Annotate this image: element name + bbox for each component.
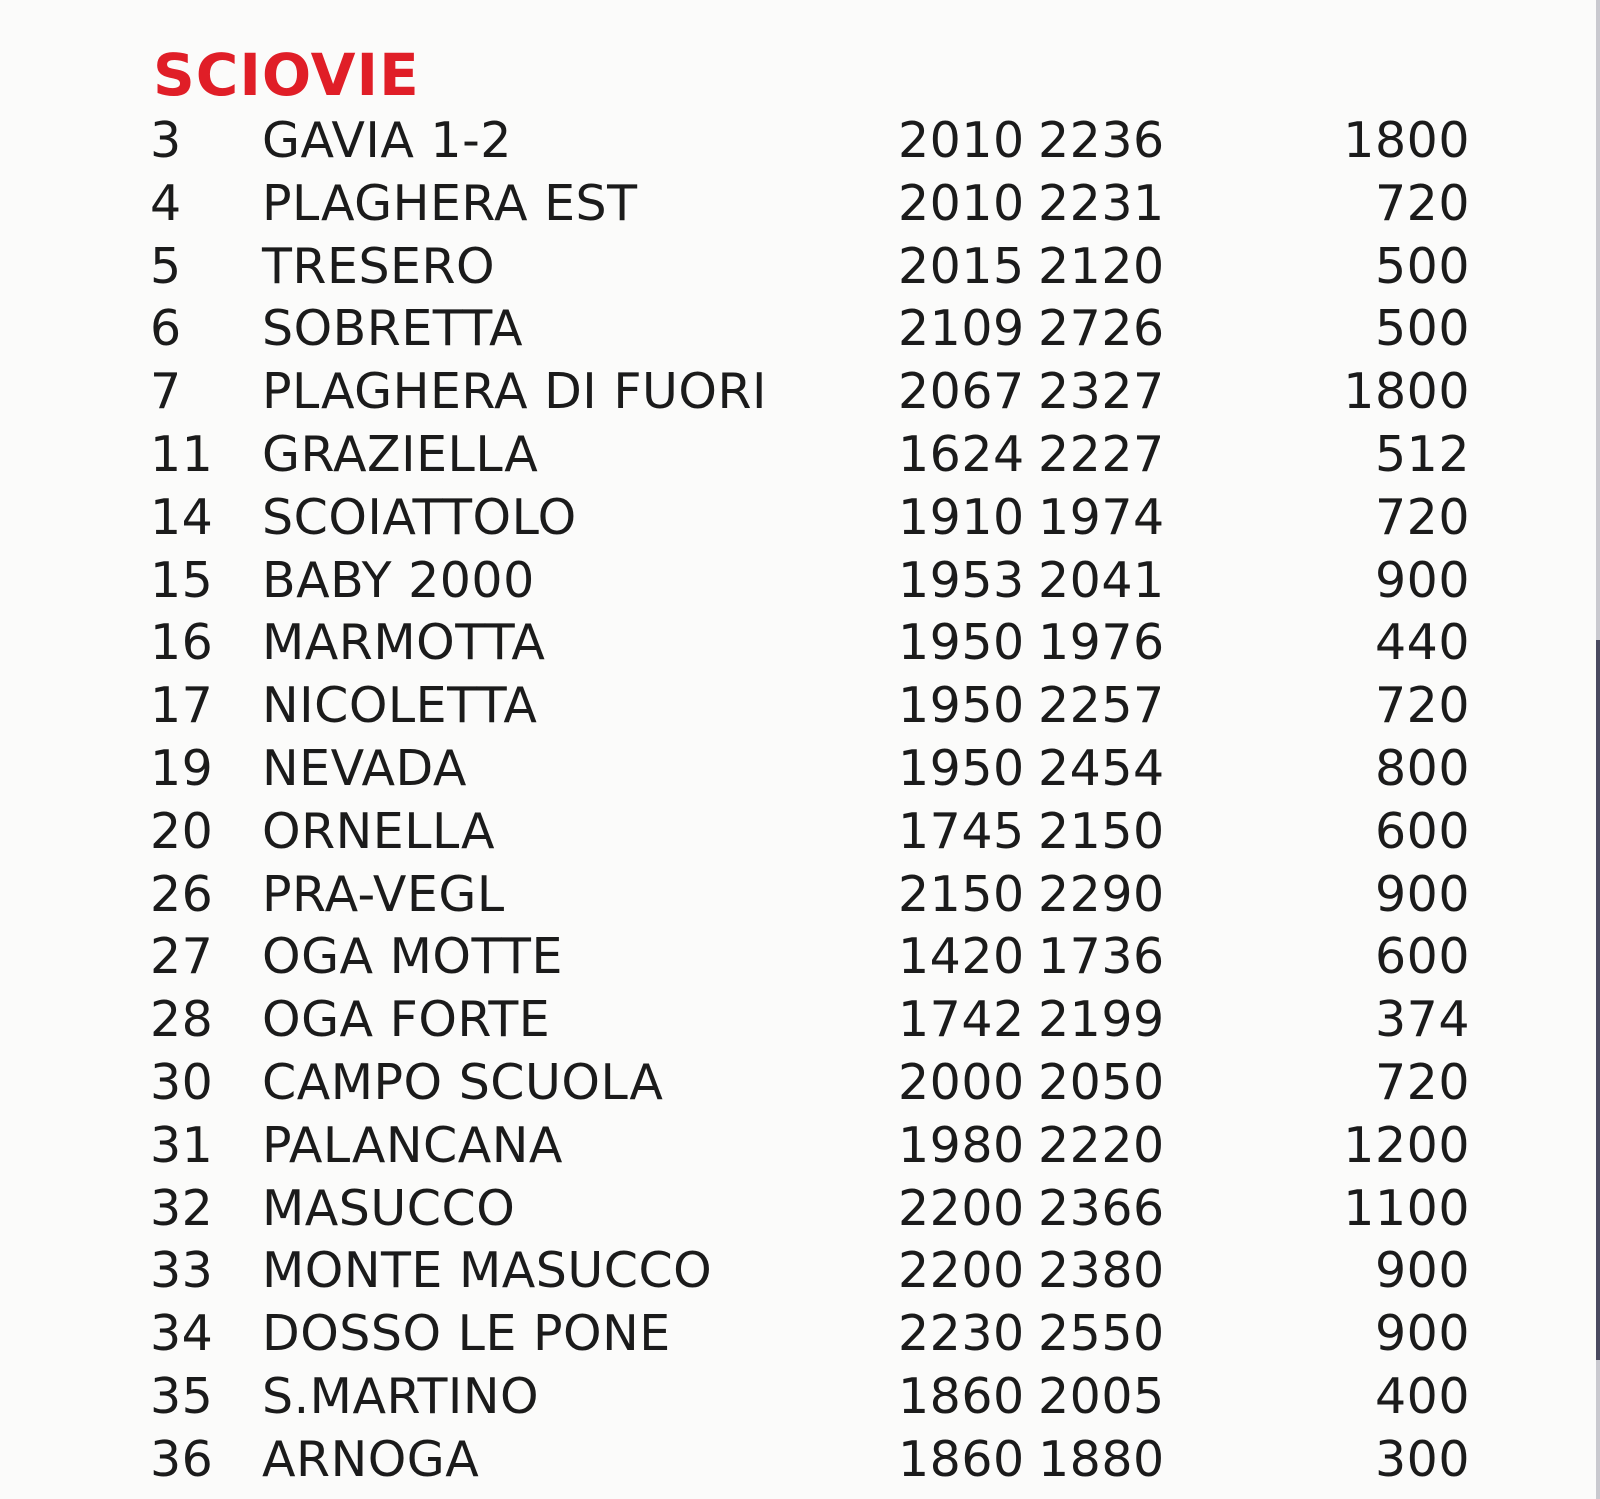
lift-number: 14 [150, 488, 214, 546]
lift-row [0, 1303, 1600, 1366]
lift-capacity: 300 [1374, 1430, 1470, 1488]
lift-capacity: 720 [1374, 488, 1470, 546]
lift-altitude-high: 2454 [1038, 739, 1165, 797]
lift-name: MARMOTTA [262, 614, 546, 672]
lift-altitude-low: 1950 [898, 677, 1025, 735]
lift-altitude-low: 2010 [898, 112, 1025, 169]
lift-altitude-high: 2327 [1038, 363, 1165, 421]
lift-row [0, 424, 1600, 487]
lift-name: PLAGHERA DI FUORI [262, 363, 767, 421]
lift-row [0, 864, 1600, 927]
lift-altitude-high: 2120 [1038, 237, 1165, 295]
lift-capacity: 720 [1374, 677, 1470, 735]
lift-number: 4 [150, 174, 182, 232]
lift-altitude-low: 1420 [898, 928, 1025, 986]
lift-row [0, 612, 1600, 675]
lift-number: 33 [150, 1242, 214, 1300]
lift-altitude-low: 1980 [898, 1116, 1025, 1174]
lift-altitude-high: 2050 [1038, 1053, 1165, 1111]
lift-number: 19 [150, 739, 214, 797]
lift-number: 15 [150, 551, 214, 609]
lift-capacity: 500 [1374, 300, 1470, 358]
lift-altitude-low: 2200 [898, 1242, 1025, 1300]
lift-row [0, 236, 1600, 299]
section-title: SCIOVIE [153, 41, 420, 109]
lift-name: SCOIATTOLO [262, 488, 577, 546]
lift-altitude-low: 2015 [898, 237, 1025, 295]
lift-row [0, 738, 1600, 801]
lift-altitude-high: 2380 [1038, 1242, 1165, 1300]
lift-altitude-high: 2290 [1038, 865, 1165, 923]
lift-row [0, 487, 1600, 550]
lift-altitude-low: 1624 [898, 425, 1025, 483]
lift-altitude-high: 2236 [1038, 112, 1165, 169]
lift-name: NEVADA [262, 739, 467, 797]
lift-capacity: 1200 [1343, 1116, 1470, 1174]
lift-capacity: 374 [1374, 991, 1470, 1049]
lift-row [0, 1429, 1600, 1492]
lift-name: PALANCANA [262, 1116, 563, 1174]
lift-altitude-low: 1860 [898, 1367, 1025, 1425]
lift-altitude-high: 2366 [1038, 1179, 1165, 1237]
lift-altitude-low: 1953 [898, 551, 1025, 609]
lift-name: MONTE MASUCCO [262, 1242, 713, 1300]
lift-altitude-low: 2230 [898, 1305, 1025, 1363]
lift-altitude-low: 1950 [898, 739, 1025, 797]
lift-altitude-low: 2200 [898, 1179, 1025, 1237]
lift-number: 5 [150, 237, 182, 295]
lift-name: SOBRETTA [262, 300, 524, 358]
lift-number: 34 [150, 1305, 214, 1363]
lift-row [0, 1178, 1600, 1241]
lift-capacity: 800 [1374, 739, 1470, 797]
lift-row [0, 926, 1600, 989]
lift-name: GRAZIELLA [262, 425, 539, 483]
lift-list [0, 110, 1600, 1492]
lift-altitude-low: 2067 [898, 363, 1025, 421]
lift-capacity: 900 [1374, 551, 1470, 609]
lift-name: OGA FORTE [262, 991, 551, 1049]
lift-altitude-high: 2550 [1038, 1305, 1165, 1363]
lift-capacity: 1800 [1343, 363, 1470, 421]
page-edge [1596, 0, 1600, 1499]
lift-number: 36 [150, 1430, 214, 1488]
lift-altitude-low: 1910 [898, 488, 1025, 546]
lift-number: 20 [150, 802, 214, 860]
lift-capacity: 900 [1374, 1305, 1470, 1363]
lift-row [0, 1240, 1600, 1303]
lift-altitude-high: 1736 [1038, 928, 1165, 986]
lift-capacity: 900 [1374, 1242, 1470, 1300]
lift-row [0, 1115, 1600, 1178]
lift-row [0, 173, 1600, 236]
lift-name: GAVIA 1-2 [262, 112, 512, 169]
lift-number: 6 [150, 300, 182, 358]
lift-capacity: 720 [1374, 174, 1470, 232]
lift-number: 16 [150, 614, 214, 672]
lift-row [0, 361, 1600, 424]
lift-number: 3 [150, 112, 182, 169]
lift-number: 11 [150, 425, 214, 483]
lift-row [0, 1052, 1600, 1115]
lift-row [0, 1366, 1600, 1429]
lift-altitude-low: 2150 [898, 865, 1025, 923]
lift-altitude-high: 2150 [1038, 802, 1165, 860]
lift-row [0, 989, 1600, 1052]
lift-altitude-high: 2726 [1038, 300, 1165, 358]
lift-altitude-high: 2231 [1038, 174, 1165, 232]
lift-altitude-low: 1860 [898, 1430, 1025, 1488]
lift-number: 30 [150, 1053, 214, 1111]
lift-capacity: 1800 [1343, 112, 1470, 169]
lift-name: ARNOGA [262, 1430, 480, 1488]
lift-row [0, 550, 1600, 613]
lift-name: MASUCCO [262, 1179, 516, 1237]
lift-altitude-high: 2005 [1038, 1367, 1165, 1425]
lift-capacity: 500 [1374, 237, 1470, 295]
lift-altitude-high: 2220 [1038, 1116, 1165, 1174]
lift-altitude-low: 1745 [898, 802, 1025, 860]
lift-number: 31 [150, 1116, 214, 1174]
lift-altitude-high: 1974 [1038, 488, 1165, 546]
lift-capacity: 512 [1374, 425, 1470, 483]
lift-altitude-low: 2010 [898, 174, 1025, 232]
lift-altitude-low: 1950 [898, 614, 1025, 672]
lift-number: 17 [150, 677, 214, 735]
lift-altitude-low: 2109 [898, 300, 1025, 358]
lift-capacity: 1100 [1343, 1179, 1470, 1237]
lift-capacity: 600 [1374, 928, 1470, 986]
lift-number: 32 [150, 1179, 214, 1237]
lift-capacity: 440 [1374, 614, 1470, 672]
lift-capacity: 400 [1374, 1367, 1470, 1425]
lift-altitude-high: 2199 [1038, 991, 1165, 1049]
lift-name: CAMPO SCUOLA [262, 1053, 664, 1111]
lift-name: ORNELLA [262, 802, 495, 860]
lift-name: PLAGHERA EST [262, 174, 638, 232]
lift-row [0, 801, 1600, 864]
lift-name: BABY 2000 [262, 551, 535, 609]
lift-altitude-high: 2227 [1038, 425, 1165, 483]
lift-altitude-high: 1880 [1038, 1430, 1165, 1488]
lift-number: 28 [150, 991, 214, 1049]
lift-name: PRA-VEGL [262, 865, 505, 923]
lift-altitude-low: 1742 [898, 991, 1025, 1049]
lift-name: OGA MOTTE [262, 928, 563, 986]
lift-altitude-low: 2000 [898, 1053, 1025, 1111]
lift-name: S.MARTINO [262, 1367, 540, 1425]
lift-capacity: 900 [1374, 865, 1470, 923]
lift-number: 7 [150, 363, 182, 421]
lift-name: NICOLETTA [262, 677, 538, 735]
lift-name: TRESERO [262, 237, 496, 295]
lift-name: DOSSO LE PONE [262, 1305, 671, 1363]
lift-number: 35 [150, 1367, 214, 1425]
lift-row [0, 675, 1600, 738]
lift-altitude-high: 1976 [1038, 614, 1165, 672]
lift-row [0, 110, 1600, 173]
lift-capacity: 720 [1374, 1053, 1470, 1111]
lift-altitude-high: 2257 [1038, 677, 1165, 735]
lift-altitude-high: 2041 [1038, 551, 1165, 609]
lift-capacity: 600 [1374, 802, 1470, 860]
lift-row [0, 298, 1600, 361]
lift-number: 27 [150, 928, 214, 986]
lift-number: 26 [150, 865, 214, 923]
